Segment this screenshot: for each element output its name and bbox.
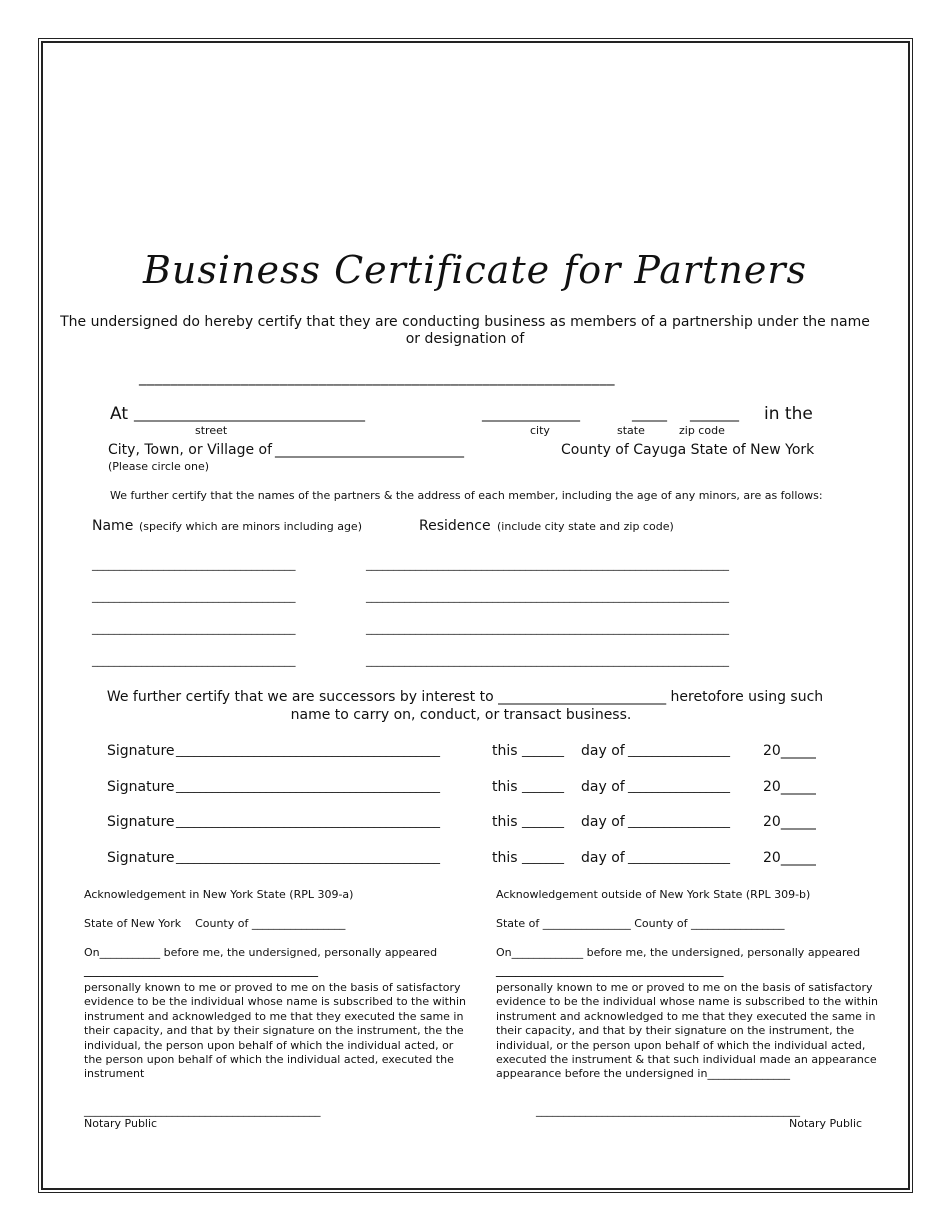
year-field[interactable]: 20_____	[763, 814, 816, 830]
successors-line-2: name to carry on, conduct, or transact business.	[290, 707, 632, 723]
at-label: At	[110, 404, 128, 424]
partner-residence-field[interactable]: __________________________________________________________________	[366, 654, 729, 667]
month-blank[interactable]: _________________	[628, 850, 730, 864]
ack-in-signature-line[interactable]: ___________________________________________	[84, 1104, 321, 1117]
day-of-text: day of	[581, 779, 625, 795]
partner-name-field[interactable]: _____________________________________	[92, 590, 296, 603]
partner-name-field[interactable]: _____________________________________	[92, 654, 296, 667]
month-blank[interactable]: _________________	[628, 779, 730, 793]
ack-in-heading: Acknowledgement in New York State (RPL 309-a)	[84, 888, 354, 901]
signature-label: Signature	[107, 743, 175, 759]
ack-out-name-blank[interactable]: ___________________________________	[496, 963, 724, 978]
intro-text: The undersigned do hereby certify that they are conducting business as members of a partnership under the name or designation of	[60, 314, 870, 347]
signature-label: Signature	[107, 850, 175, 866]
city-label: city	[530, 424, 550, 437]
ack-out-heading: Acknowledgement outside of New York State (RPL 309-b)	[496, 888, 811, 901]
business-name-line[interactable]: _____________________________________________________________	[139, 368, 615, 386]
residence-column-label: Residence	[419, 518, 491, 534]
this-text: this	[492, 779, 518, 795]
partner-residence-field[interactable]: __________________________________________________________________	[366, 590, 729, 603]
street-blank[interactable]: _________________________________	[134, 406, 365, 422]
city-blank[interactable]: ______________	[482, 406, 580, 422]
signature-blank[interactable]: ____________________________________________	[176, 850, 440, 864]
year-field[interactable]: 20_____	[763, 779, 816, 795]
day-blank[interactable]: _______	[522, 814, 564, 828]
partner-residence-field[interactable]: __________________________________________________________________	[366, 622, 729, 635]
ack-in-on-line[interactable]: On___________ before me, the undersigned, personally appeared	[84, 946, 438, 959]
day-of-text: day of	[581, 814, 625, 830]
in-the-text: in the	[764, 404, 813, 424]
successors-line-1: We further certify that we are successors by interest to ________________________ heretofore using such	[106, 689, 824, 705]
signature-blank[interactable]: ____________________________________________	[176, 743, 440, 757]
zip-label: zip code	[679, 424, 725, 437]
ack-out-notary-label: Notary Public	[789, 1117, 863, 1130]
ack-out-state-county[interactable]: State of ________________ County of _________________	[496, 917, 785, 930]
ack-in-state-county[interactable]: State of New York County of _________________	[84, 917, 346, 930]
ack-in-name-blank[interactable]: ____________________________________	[84, 963, 318, 978]
signature-blank[interactable]: ____________________________________________	[176, 779, 440, 793]
signature-blank[interactable]: ____________________________________________	[176, 814, 440, 828]
municipality-blank[interactable]: ___________________________	[275, 442, 464, 458]
day-blank[interactable]: _______	[522, 779, 564, 793]
name-column-label: Name	[92, 518, 134, 534]
state-blank[interactable]: _____	[632, 406, 667, 422]
name-column-hint: (specify which are minors including age)	[139, 520, 362, 533]
state-label: state	[617, 424, 645, 437]
partner-name-field[interactable]: _____________________________________	[92, 558, 296, 571]
ack-out-signature-line[interactable]: ________________________________________________	[536, 1104, 800, 1117]
municipality-label: City, Town, or Village of	[108, 442, 273, 458]
partner-name-field[interactable]: _____________________________________	[92, 622, 296, 635]
ack-out-on-line[interactable]: On_____________ before me, the undersigned, personally appeared	[496, 946, 861, 959]
day-blank[interactable]: _______	[522, 743, 564, 757]
partners-intro: We further certify that the names of the partners & the address of each member, including the age of any minors, are as follows:	[110, 489, 823, 502]
month-blank[interactable]: _________________	[628, 814, 730, 828]
signature-label: Signature	[107, 779, 175, 795]
circle-note: (Please circle one)	[108, 460, 209, 473]
day-of-text: day of	[581, 743, 625, 759]
ack-out-body: personally known to me or proved to me on the basis of satisfactory evidence to be the individual whose name is subscribed to the within instrument and acknowledged to me that they executed the same in their capacity, and that by their signature on the instrument, the individual, or the person upon behalf of which the individual acted, executed the instrument & that such individual made an appearance appearance before the undersigned in_______________	[496, 981, 878, 1081]
street-label: street	[195, 424, 228, 437]
year-field[interactable]: 20_____	[763, 743, 816, 759]
this-text: this	[492, 850, 518, 866]
this-text: this	[492, 814, 518, 830]
day-of-text: day of	[581, 850, 625, 866]
ack-in-body: personally known to me or proved to me on the basis of satisfactory evidence to be the individual whose name is subscribed to the within instrument and acknowledged to me that they executed the same in their capacity, and that by their signature on the instrument, the the individual, the person upon behalf of which the individual acted, or the person upon behalf of which the individual acted, executed the instrument	[84, 981, 466, 1081]
month-blank[interactable]: _________________	[628, 743, 730, 757]
signature-label: Signature	[107, 814, 175, 830]
day-blank[interactable]: _______	[522, 850, 564, 864]
year-field[interactable]: 20_____	[763, 850, 816, 866]
partner-residence-field[interactable]: __________________________________________________________________	[366, 558, 729, 571]
county-state-text: County of Cayuga State of New York	[561, 442, 815, 458]
this-text: this	[492, 743, 518, 759]
residence-column-hint: (include city state and zip code)	[497, 520, 674, 533]
page-title: Business Certificate for Partners	[142, 248, 807, 292]
zip-blank[interactable]: _______	[690, 406, 739, 422]
ack-in-notary-label: Notary Public	[84, 1117, 158, 1130]
